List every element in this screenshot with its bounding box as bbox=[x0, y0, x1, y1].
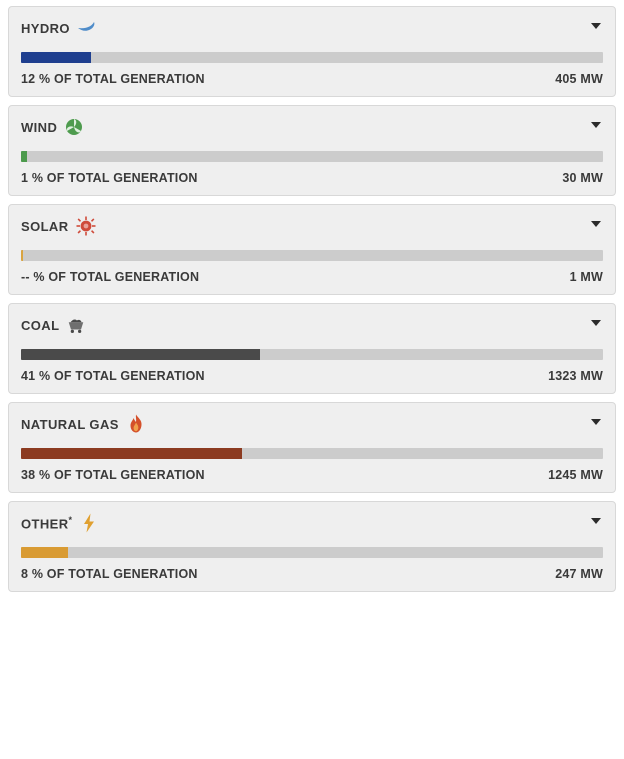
output-value-wind: 30 MW bbox=[562, 171, 603, 185]
bar-fill-solar bbox=[21, 250, 23, 261]
panel-header bbox=[21, 512, 603, 534]
panel-header bbox=[21, 116, 603, 138]
sun-icon bbox=[76, 216, 96, 236]
flame-icon bbox=[126, 414, 146, 434]
source-title-other-text: OTHER bbox=[21, 516, 69, 532]
bar-track-solar bbox=[21, 250, 603, 261]
coal-cart-icon bbox=[66, 315, 86, 335]
expand-caret-coal[interactable] bbox=[591, 320, 601, 326]
bar-track-natural-gas bbox=[21, 448, 603, 459]
output-value-coal: 1323 MW bbox=[548, 369, 603, 383]
panel-footer bbox=[21, 468, 603, 482]
panel-footer bbox=[21, 270, 603, 284]
expand-caret-solar[interactable] bbox=[591, 221, 601, 227]
expand-caret-natural-gas[interactable] bbox=[591, 419, 601, 425]
source-title-solar: SOLAR bbox=[21, 218, 69, 234]
expand-caret-wind[interactable] bbox=[591, 122, 601, 128]
source-panel-hydro[interactable] bbox=[8, 6, 616, 97]
footnote-marker: * bbox=[68, 514, 73, 525]
panel-footer bbox=[21, 567, 603, 581]
source-panel-solar[interactable] bbox=[8, 204, 616, 295]
panel-header bbox=[21, 314, 603, 336]
source-title-natural-gas: NATURAL GAS bbox=[21, 416, 119, 432]
output-value-other: 247 MW bbox=[555, 567, 603, 581]
share-label-wind: 1 % OF TOTAL GENERATION bbox=[21, 171, 198, 185]
share-label-other: 8 % OF TOTAL GENERATION bbox=[21, 567, 198, 581]
bar-track-coal bbox=[21, 349, 603, 360]
source-panel-other[interactable] bbox=[8, 501, 616, 592]
bar-fill-wind bbox=[21, 151, 27, 162]
wind-turbine-icon bbox=[64, 117, 84, 137]
bar-track-other bbox=[21, 547, 603, 558]
bar-fill-other bbox=[21, 547, 68, 558]
share-label-coal: 41 % OF TOTAL GENERATION bbox=[21, 369, 205, 383]
output-value-hydro: 405 MW bbox=[555, 72, 603, 86]
source-title-other bbox=[21, 515, 72, 531]
lightning-bolt-icon bbox=[79, 513, 99, 533]
share-label-hydro: 12 % OF TOTAL GENERATION bbox=[21, 72, 205, 86]
output-value-solar: 1 MW bbox=[569, 270, 603, 284]
source-panel-wind[interactable] bbox=[8, 105, 616, 196]
source-panel-coal[interactable] bbox=[8, 303, 616, 394]
panel-footer bbox=[21, 369, 603, 383]
share-label-solar: -- % OF TOTAL GENERATION bbox=[21, 270, 200, 284]
bar-fill-natural-gas bbox=[21, 448, 242, 459]
share-label-natural-gas: 38 % OF TOTAL GENERATION bbox=[21, 468, 205, 482]
source-panel-natural-gas[interactable] bbox=[8, 402, 616, 493]
bar-fill-coal bbox=[21, 349, 260, 360]
panel-footer bbox=[21, 171, 603, 185]
panel-header bbox=[21, 413, 603, 435]
source-title-coal: COAL bbox=[21, 317, 60, 333]
water-drop-icon bbox=[77, 18, 97, 38]
expand-caret-hydro[interactable] bbox=[591, 23, 601, 29]
panel-header bbox=[21, 215, 603, 237]
bar-track-wind bbox=[21, 151, 603, 162]
source-title-hydro: HYDRO bbox=[21, 20, 70, 36]
expand-caret-other[interactable] bbox=[591, 518, 601, 524]
bar-fill-hydro bbox=[21, 52, 91, 63]
source-title-wind: WIND bbox=[21, 119, 58, 135]
output-value-natural-gas: 1245 MW bbox=[548, 468, 603, 482]
panel-footer bbox=[21, 72, 603, 86]
panel-header bbox=[21, 17, 603, 39]
bar-track-hydro bbox=[21, 52, 603, 63]
